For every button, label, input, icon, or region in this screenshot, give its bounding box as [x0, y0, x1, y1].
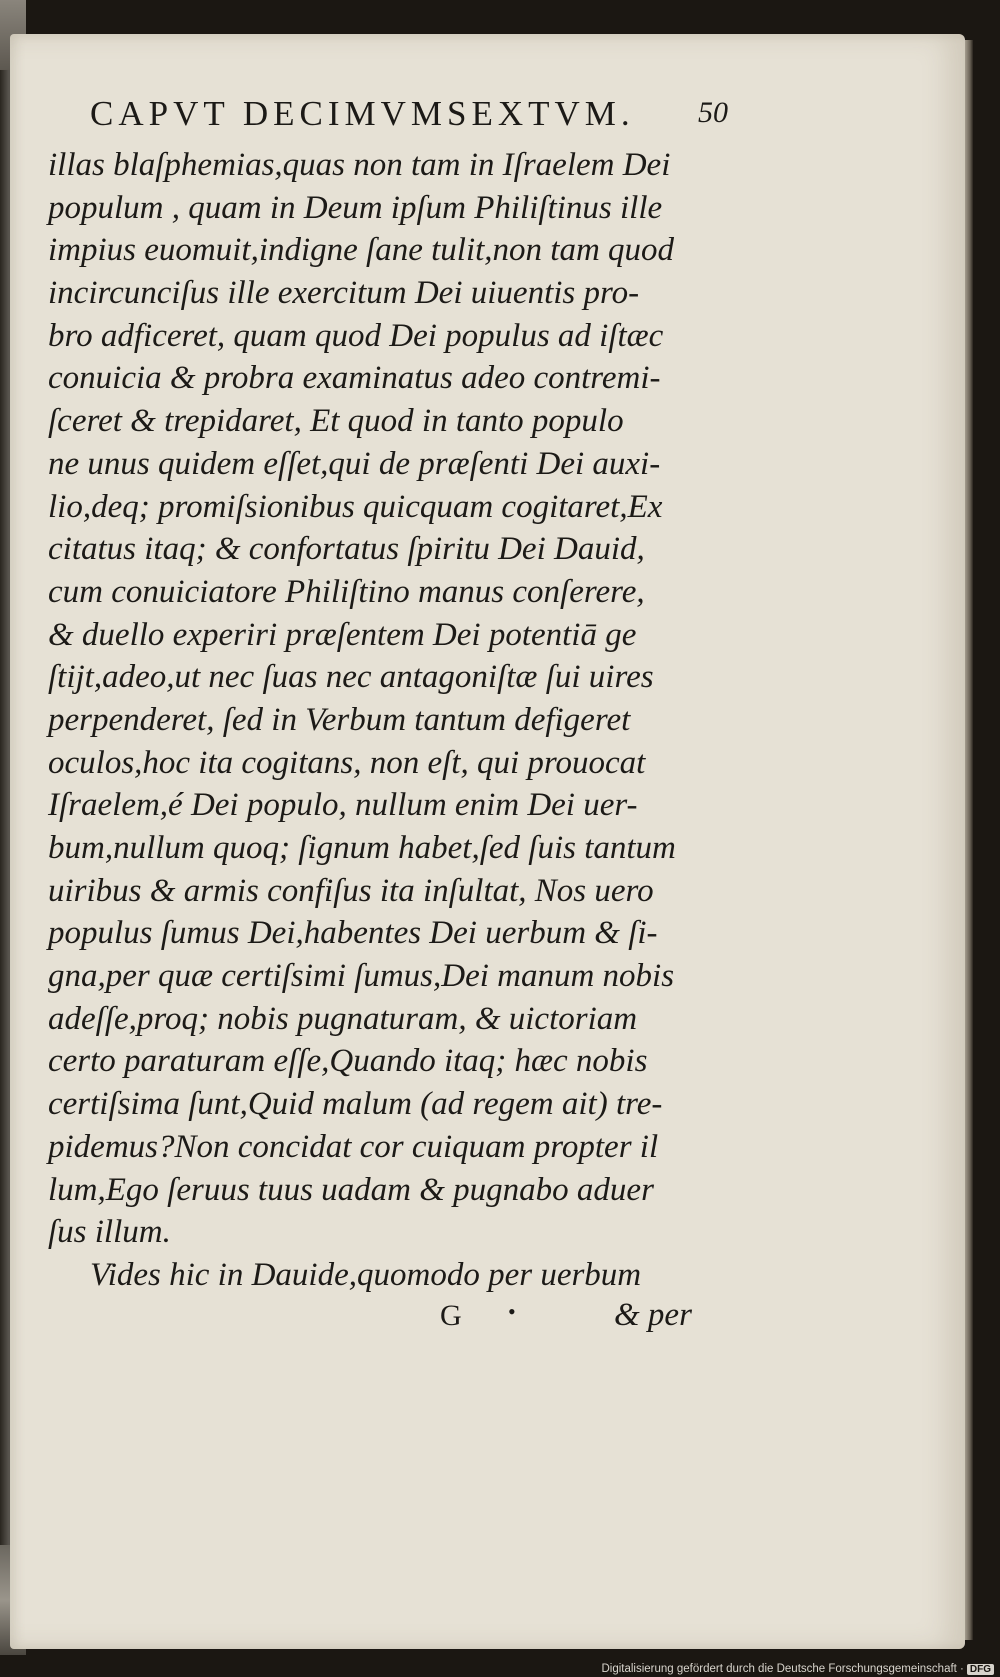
paragraph-start-line: Vides hic in Dauide,quomodo per uerbum — [90, 1256, 642, 1293]
text-line: certiſsima ſunt,Quid malum (ad regem ait) tre- — [48, 1086, 663, 1123]
digitization-credit — [601, 1663, 994, 1675]
text-line: lum,Ego ſeruus tuus uadam & pugnabo aduer — [48, 1171, 654, 1208]
text-line: ſus illum. — [48, 1214, 171, 1251]
text-block — [48, 92, 728, 1341]
page-header — [48, 92, 728, 140]
running-head: CAPVT DECIMVMSEXTVM. — [90, 94, 635, 133]
text-line: populum , quam in Deum ipſum Philiſtinus ille — [48, 189, 663, 226]
text-line: lio,deq; promiſsionibus quicquam cogitaret,Ex — [48, 488, 663, 525]
page-footer — [48, 1297, 728, 1341]
text-line: uiribus & armis confiſus ita inſultat, Nos uero — [48, 872, 654, 909]
text-line: cum conuiciatore Philiſtino manus conſerere, — [48, 573, 645, 610]
text-line: certo paraturam eſſe,Quando itaq; hæc nobis — [48, 1043, 648, 1080]
text-line: bum,nullum quoq; ſignum habet,ſed ſuis tantum — [48, 830, 676, 866]
signature-dot: • — [508, 1298, 516, 1324]
credit-text: Digitalisierung gefördert durch die Deutsche Forschungsgemeinschaft · — [601, 1663, 964, 1675]
text-line: & duello experiri præſentem Dei potentiā ge — [48, 616, 637, 653]
text-line: gna,per quæ certiſsimi ſumus,Dei manum nobis — [48, 958, 675, 995]
text-line: ſceret & trepidaret, Et quod in tanto populo — [48, 403, 624, 440]
folio-number: 50 — [698, 96, 728, 129]
text-line: ſtijt,adeo,ut nec ſuas nec antagoniſtæ ſui uires — [48, 659, 654, 696]
text-line: ne unus quidem eſſet,qui de præſenti Dei auxi- — [48, 445, 661, 482]
text-line: impius euomuit,indigne ſane tulit,non tam quod — [48, 232, 675, 269]
text-line: oculos,hoc ita cogitans, non eſt, qui prouocat — [48, 744, 646, 781]
text-line: bro adficeret, quam quod Dei populus ad iſtæc — [48, 317, 664, 354]
body-text — [48, 144, 728, 1297]
text-line: Iſraelem,é Dei populo, nullum enim Dei uer- — [48, 787, 638, 824]
text-line: pidemus?Non concidat cor cuiquam propter il — [48, 1128, 659, 1165]
text-line: adeſſe,proq; nobis pugnaturam, & uictoriam — [48, 1000, 638, 1037]
text-line: illas blaſphemias,quas non tam in Iſraelem Dei — [48, 147, 671, 183]
signature-mark: G — [440, 1298, 462, 1332]
dfg-logo: DFG — [967, 1664, 994, 1675]
text-line: conuicia & probra examinatus adeo contremi- — [48, 360, 661, 397]
text-line: populus ſumus Dei,habentes Dei uerbum & ſi- — [48, 915, 658, 952]
catchword: & per — [614, 1296, 692, 1333]
text-line: citatus itaq; & confortatus ſpiritu Dei Dauid, — [48, 531, 645, 568]
text-line: perpenderet, ſed in Verbum tantum defigeret — [48, 701, 631, 738]
text-line: incircunciſus ille exercitum Dei uiuentis pro- — [48, 275, 640, 312]
